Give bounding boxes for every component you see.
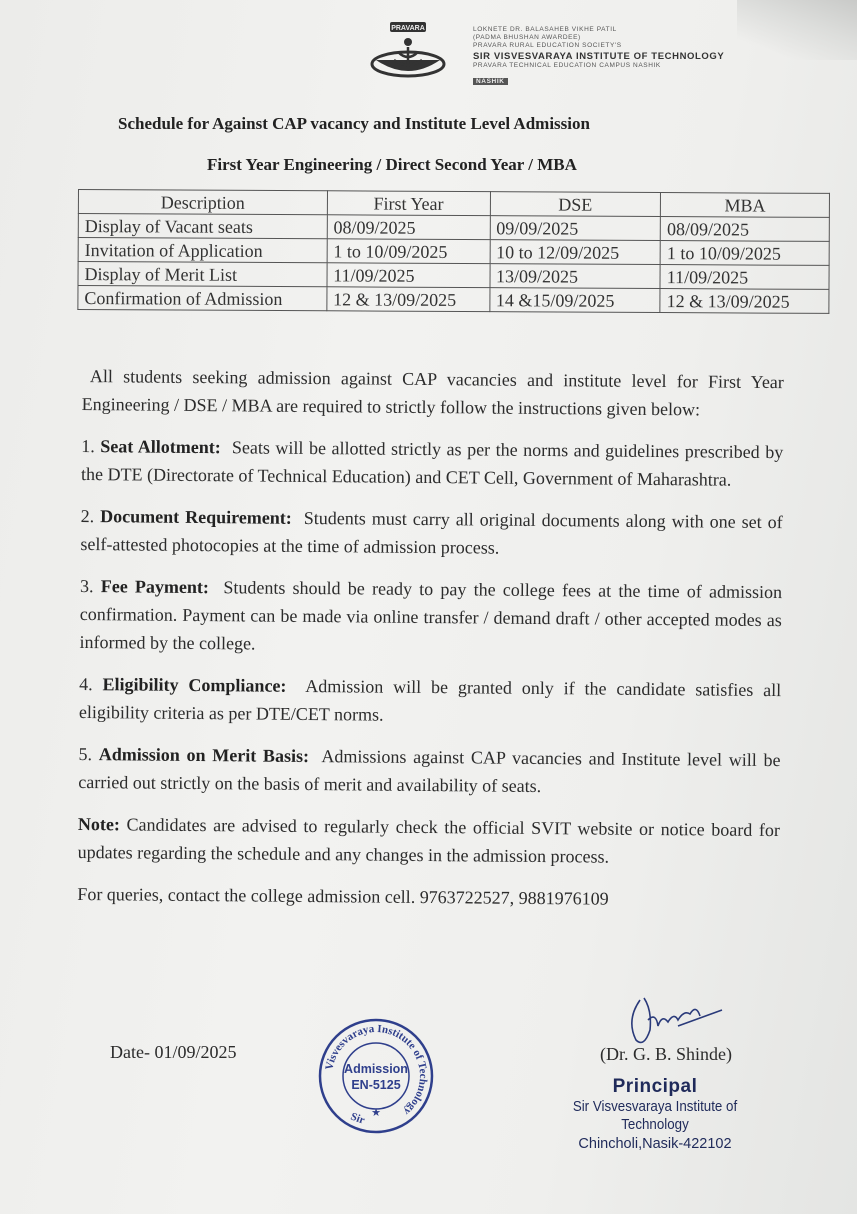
city-badge: NASHIK — [473, 78, 508, 85]
institute-header — [473, 26, 724, 88]
table-row — [78, 286, 829, 314]
header-line-1: LOKNETE DR. BALASAHEB VIKHE PATIL — [473, 26, 617, 33]
principal-institute: Sir Visvesvaraya Institute of Technology — [572, 1099, 738, 1133]
instruction-item: 5. Admission on Merit Basis: Admissions against CAP vacancies and Institute level will be carried out strictly on the basis of merit and availability of seats. — [78, 743, 781, 797]
table-cell: 09/09/2025 — [490, 216, 661, 241]
instruction-text: Admissions against CAP vacancies and Institute level will be carried out strictly on the basis of merit and availability of seats. — [78, 746, 781, 797]
instruction-number: 1. — [81, 435, 95, 457]
logo-text: PRAVARA — [391, 25, 425, 32]
instruction-number: 3. — [79, 575, 94, 597]
header-line-3: PRAVARA RURAL EDUCATION SOCIETY'S — [473, 42, 622, 49]
seal-ring-text: Visvesvaraya Institute of Technology — [323, 1022, 430, 1118]
campus-name: PRAVARA TECHNICAL EDUCATION CAMPUS NASHIK — [473, 62, 661, 69]
instruction-heading: Fee Payment — [100, 576, 204, 598]
table-cell: 14 &15/09/2025 — [489, 288, 660, 313]
note-paragraph: Note: Candidates are advised to regularly check the official SVIT website or notice board for updates regarding the schedule and any changes in the admission process. — [77, 813, 781, 867]
column-header: First Year — [327, 191, 490, 216]
instructions-body — [77, 362, 784, 928]
table-cell: Display of Vacant seats — [78, 214, 327, 239]
signatory-name: (Dr. G. B. Shinde) — [600, 1044, 732, 1064]
queries-line: For queries, contact the college admission cell. 9763722527, 9881976109 — [77, 883, 609, 909]
page-curl-shadow — [737, 0, 857, 60]
instruction-heading: Admission on Merit Basis — [98, 744, 304, 766]
instruction-text: Students should be ready to pay the college fees at the time of admission confirmation. Payment can be made via online transfer / demand draft / other accepted modes as informed by the college. — [79, 577, 783, 654]
instruction-heading: Seat Allotment — [100, 436, 215, 458]
table-cell: 13/09/2025 — [489, 264, 660, 289]
table-cell: 1 to 10/09/2025 — [660, 241, 829, 266]
table-cell: 08/09/2025 — [660, 217, 829, 242]
column-header: DSE — [490, 192, 661, 217]
principal-title: Principal — [612, 1076, 698, 1097]
column-header: Description — [78, 190, 327, 215]
note-text: Candidates are advised to regularly check the official SVIT website or notice board for updates regarding the schedule and any changes in the admission process. — [77, 814, 781, 867]
instruction-number: 2. — [80, 505, 95, 527]
star-icon: ★ — [371, 1107, 381, 1119]
seal-prefix: Sir — [348, 1110, 367, 1127]
document-title: Schedule for Against CAP vacancy and Institute Level Admission — [118, 114, 590, 133]
principal-stamp — [530, 1076, 780, 1154]
instruction-item: 2. Document Requirement: Students must carry all original documents along with one set of self-attested photocopies at the time of admission process. — [80, 505, 783, 558]
schedule-table — [77, 189, 830, 314]
table-cell: 10 to 12/09/2025 — [490, 240, 661, 265]
table-cell: Invitation of Application — [78, 238, 327, 263]
table-cell: 11/09/2025 — [327, 263, 490, 288]
pravara-logo — [368, 20, 448, 82]
note-label: Note — [77, 813, 115, 835]
document-subtitle: First Year Engineering / Direct Second Year / MBA — [207, 155, 577, 174]
instruction-item: 1. Seat Allotment: Seats will be allotted strictly as per the norms and guidelines prescribed by the DTE (Directorate of Technical Education) and CET Cell, Government of Maharashtra. — [80, 435, 784, 490]
instruction-number: 5. — [78, 743, 93, 765]
instruction-number: 4. — [79, 673, 93, 695]
column-header: MBA — [661, 193, 830, 218]
instruction-text: Students must carry all original documents along with one set of self-attested photocopies at the time of admission process. — [80, 507, 783, 558]
table-cell: 11/09/2025 — [660, 265, 829, 290]
instruction-item: 3. Fee Payment: Students should be ready to pay the college fees at the time of admission confirmation. Payment can be made via online transfer / demand draft / other accepted modes as informed by the college. — [79, 575, 783, 654]
instruction-heading: Document Requirement — [100, 506, 286, 528]
table-cell: 08/09/2025 — [327, 215, 490, 240]
issue-date: Date- 01/09/2025 — [110, 1042, 237, 1062]
principal-address: Chincholi,Nasik-422102 — [578, 1136, 732, 1152]
instruction-text: Seats will be allotted strictly as per the norms and guidelines prescribed by the DTE (Directorate of Technical Education) and CET Cell, Government of Maharashtra. — [80, 437, 784, 490]
seal-center-line-1: Admission — [344, 1062, 408, 1076]
table-cell: Confirmation of Admission — [78, 286, 327, 311]
table-cell: 1 to 10/09/2025 — [327, 239, 490, 264]
intro-paragraph: All students seeking admission against CAP vacancies and institute level for First Year Engineering / DSE / MBA are required to strictly follow the instructions given below: — [81, 366, 784, 420]
table-cell: Display of Merit List — [78, 262, 327, 287]
instruction-item: 4. Eligibility Compliance: Admission will be granted only if the candidate satisfies all eligibility criteria as per DTE/CET norms. — [78, 673, 782, 725]
handwritten-signature — [622, 990, 732, 1050]
table-cell: 12 & 13/09/2025 — [327, 287, 490, 312]
header-line-2: (PADMA BHUSHAN AWARDEE) — [473, 34, 581, 41]
admission-seal — [316, 1016, 436, 1136]
seal-center-line-2: EN-5125 — [351, 1078, 401, 1092]
institute-name: SIR VISVESVARAYA INSTITUTE OF TECHNOLOGY — [473, 51, 725, 62]
table-cell: 12 & 13/09/2025 — [660, 289, 829, 314]
instruction-heading: Eligibility Compliance — [102, 674, 281, 696]
instruction-text: Admission will be granted only if the candidate satisfies all eligibility criteria as per DTE/CET norms. — [78, 675, 782, 725]
